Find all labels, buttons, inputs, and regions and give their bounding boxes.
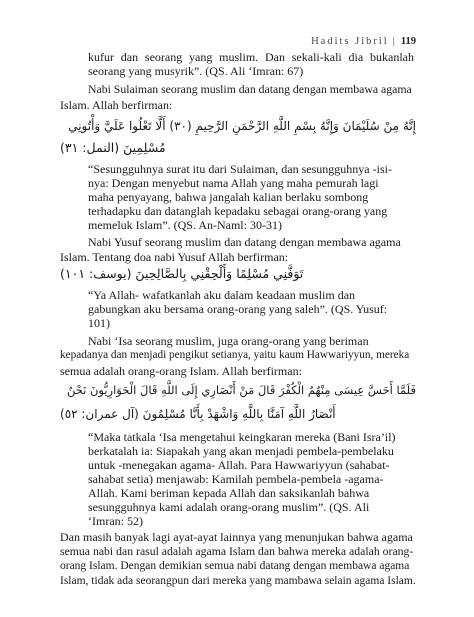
quote-line: seorang yang musyrik”. (QS. Ali ‘Imran: 67) <box>88 64 304 78</box>
quote-line: kufur dan seorang yang muslim. Dan sekali-kali dia bukanlah <box>88 50 414 64</box>
body-line: kepadanya dan menjadi pengikut setianya, yaitu kaum Hawwariyyun, mereka <box>60 349 410 361</box>
quote-line: 101) <box>88 316 110 330</box>
quote-line: berkatalah ia: Siapakah yang akan menjadi pembela-pembelaku <box>88 444 394 458</box>
page-number: 119 <box>400 36 416 47</box>
body-line: Dan masih banyak lagi ayat-ayat lainnya yang menunjukan bahwa agama <box>60 530 413 544</box>
body-line: Nabi Yusuf seorang muslim dan datang dengan membawa agama <box>88 235 401 249</box>
arabic-verse <box>60 404 416 424</box>
arabic-verse <box>60 264 416 284</box>
arabic-verse <box>60 138 416 158</box>
body-line: Nabi ‘Isa seorang muslim, juga orang-orang yang beriman <box>88 334 369 348</box>
body-line: Islam. Tentang doa nabi Yusuf Allah berfirman: <box>60 250 289 264</box>
body-line: Nabi Sulaiman seorang muslim dan datang dengan membawa agama <box>88 83 412 96</box>
arabic-verse: فَلَمَّا أَحَسَّ عِيسَى مِنْهُمُ الْكُفْرَ قَالَ مَنْ أَنْصَارِي إِلَى اللَّهِ قَالَ الْحَوَارِيُّونَ نَحْنُ <box>66 383 416 397</box>
quote-line: “Maka tatkala ‘Isa mengetahui keingkaran mereka (Bani Isra’il) <box>88 430 396 444</box>
quote-line: memeluk Islam”. (QS. An-Naml: 30-31) <box>88 218 282 232</box>
body-line: orang Islam. Dengan demikian semua nabi datang dengan membawa agama <box>60 560 410 572</box>
body-line: semua adalah orang-orang Islam. Allah berfirman: <box>60 364 302 378</box>
quote-line: sahabat setia) menjawab: Kamilah pembela-pembela -agama- <box>88 472 384 486</box>
quote-line: “Sesungguhnya surat itu dari Sulaiman, dan sesungguhnya -isi- <box>88 162 392 176</box>
body-line: Islam. Allah berfirman: <box>60 98 173 112</box>
quote-line: terhadapku dan datanglah kepadaku sebagai orang-orang yang <box>88 204 388 218</box>
quote-line: “Ya Allah- wafatkanlah aku dalam keadaan muslim dan <box>88 288 356 302</box>
header-separator: | <box>392 36 397 47</box>
quote-line: maha penyayang, bahwa jangalah kalian berlaku sombong <box>88 190 369 204</box>
quote-line: untuk -menegakan agama- Allah. Para Hawwariyyun (sahabat- <box>88 458 390 472</box>
arabic-verse-end: مُسْلِمِينَ (النمل: ٣١) <box>60 140 166 155</box>
quote-line: gabungkan aku bersama orang-orang yang saleh”. (QS. Yusuf: <box>88 302 388 316</box>
running-title: Hadits Jibril <box>311 36 389 47</box>
arabic-verse-end: أَنْصَارُ اللَّهِ آمَنَّا بِاللَّهِ وَاشْهَدْ بِأَنَّا مُسْلِمُونَ (آل عمران: ٥٢) <box>60 407 336 421</box>
quote-line: ‘Imran: 52) <box>88 514 143 528</box>
quote-line: sesungguhnya kami adalah orang-orang muslim”. (QS. Ali <box>88 500 370 514</box>
body-line: Islam, tidak ada seorangpun dari mereka yang mambawa selain agama Islam. <box>60 575 416 587</box>
arabic-verse: إِنَّهُ مِنْ سُلَيْمَانَ وَإِنَّهُ بِسْمِ اللَّهِ الرَّحْمَنِ الرَّحِيمِ (٣٠) أَلَّا تَعْلُوا عَلَيَّ وَأْتُونِي <box>68 119 416 133</box>
quote-line: Allah. Kami beriman kepada Allah dan saksikanlah bahwa <box>88 486 370 500</box>
body-line: semua nabi dan rasul adalah agama Islam dan bahwa mereka adalah orang- <box>60 545 414 558</box>
page-header <box>311 36 416 47</box>
quote-line: nya: Dengan menyebut nama Allah yang maha pemurah lagi <box>88 176 379 190</box>
arabic-verse-line: تَوَفَّنِي مُسْلِمًا وَأَلْحِقْنِي بِالصَّالِحِينَ (يوسف: ١٠١) <box>60 266 304 281</box>
